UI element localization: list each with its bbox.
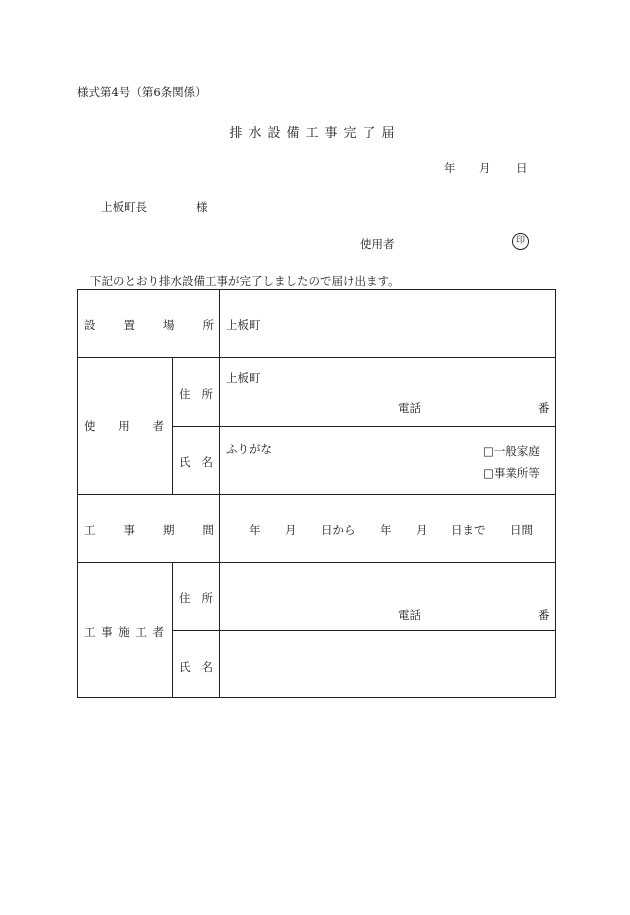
- label-char: 事: [123, 523, 135, 537]
- label-char: 工: [84, 523, 96, 537]
- label-char: 所: [201, 591, 213, 605]
- period-start-year: 年: [249, 523, 261, 537]
- label-char: 所: [202, 318, 214, 332]
- user-name-label: [179, 454, 213, 470]
- contractor-phone-suffix: 番: [538, 608, 550, 622]
- label-char: 設: [84, 318, 96, 332]
- column-divider: [219, 494, 220, 562]
- period-end-day: 日まで: [451, 523, 486, 537]
- label-char: 住: [179, 387, 191, 401]
- label-char: 住: [179, 591, 191, 605]
- label-char: 氏: [179, 455, 191, 469]
- row-divider: [172, 630, 555, 631]
- row-divider: [78, 494, 555, 495]
- form-number: 様式第4号（第6条関係）: [77, 85, 207, 99]
- user-address-label: [179, 386, 213, 402]
- label-char: 工: [135, 625, 147, 639]
- completion-form-table: [77, 289, 556, 698]
- label-char: 施: [118, 625, 130, 639]
- label-char: 期: [163, 523, 175, 537]
- date-year-label: 年: [444, 161, 456, 175]
- label-char: 間: [202, 523, 214, 537]
- contractor-name-label: [179, 659, 213, 675]
- label-char: 氏: [179, 660, 191, 674]
- column-divider: [219, 290, 220, 357]
- row-divider: [78, 357, 555, 358]
- column-divider: [172, 562, 173, 697]
- seal-mark: 印: [512, 233, 529, 250]
- contractor-address-label: [179, 590, 213, 606]
- column-divider: [172, 357, 173, 494]
- label-char: 使: [84, 419, 96, 433]
- label-char: 者: [152, 419, 164, 433]
- intro-text: 下記のとおり排水設備工事が完了しましたので届け出ます。: [90, 274, 400, 288]
- period-label: [84, 522, 214, 538]
- period-end-month: 月: [416, 523, 428, 537]
- addressee-name: 上板町長: [101, 200, 147, 214]
- user-phone-label: 電話: [398, 401, 421, 415]
- row-divider: [78, 562, 555, 563]
- label-char: 場: [163, 318, 175, 332]
- user-furigana-label: ふりがな: [226, 442, 272, 456]
- contractor-label: [84, 624, 164, 640]
- period-start-day: 日から: [321, 523, 356, 537]
- label-char: 者: [152, 625, 164, 639]
- applicant-label: 使用者: [360, 237, 395, 251]
- period-start-month: 月: [285, 523, 297, 537]
- label-char: 用: [118, 419, 130, 433]
- contractor-phone-label: 電話: [398, 608, 421, 622]
- addressee-honorific: 様: [196, 200, 208, 214]
- user-address-value[interactable]: 上板町: [226, 371, 261, 385]
- label-char: 名: [201, 455, 213, 469]
- column-divider: [219, 562, 220, 697]
- label-char: 所: [201, 387, 213, 401]
- label-char: 事: [101, 625, 113, 639]
- label-char: 名: [201, 660, 213, 674]
- user-phone-suffix: 番: [538, 401, 550, 415]
- period-days: 日間: [510, 523, 533, 537]
- date-month-label: 月: [479, 161, 491, 175]
- column-divider: [219, 357, 220, 494]
- user-label: [84, 418, 164, 434]
- period-end-year: 年: [380, 523, 392, 537]
- label-char: 工: [84, 625, 96, 639]
- location-label: [84, 317, 214, 333]
- household-checkbox[interactable]: □一般家庭: [483, 444, 540, 458]
- date-day-label: 日: [516, 161, 528, 175]
- row-divider: [172, 426, 555, 427]
- form-title: 排水設備工事完了届: [229, 126, 401, 141]
- location-value[interactable]: 上板町: [226, 318, 261, 332]
- label-char: 置: [123, 318, 135, 332]
- business-checkbox[interactable]: □事業所等: [483, 466, 540, 480]
